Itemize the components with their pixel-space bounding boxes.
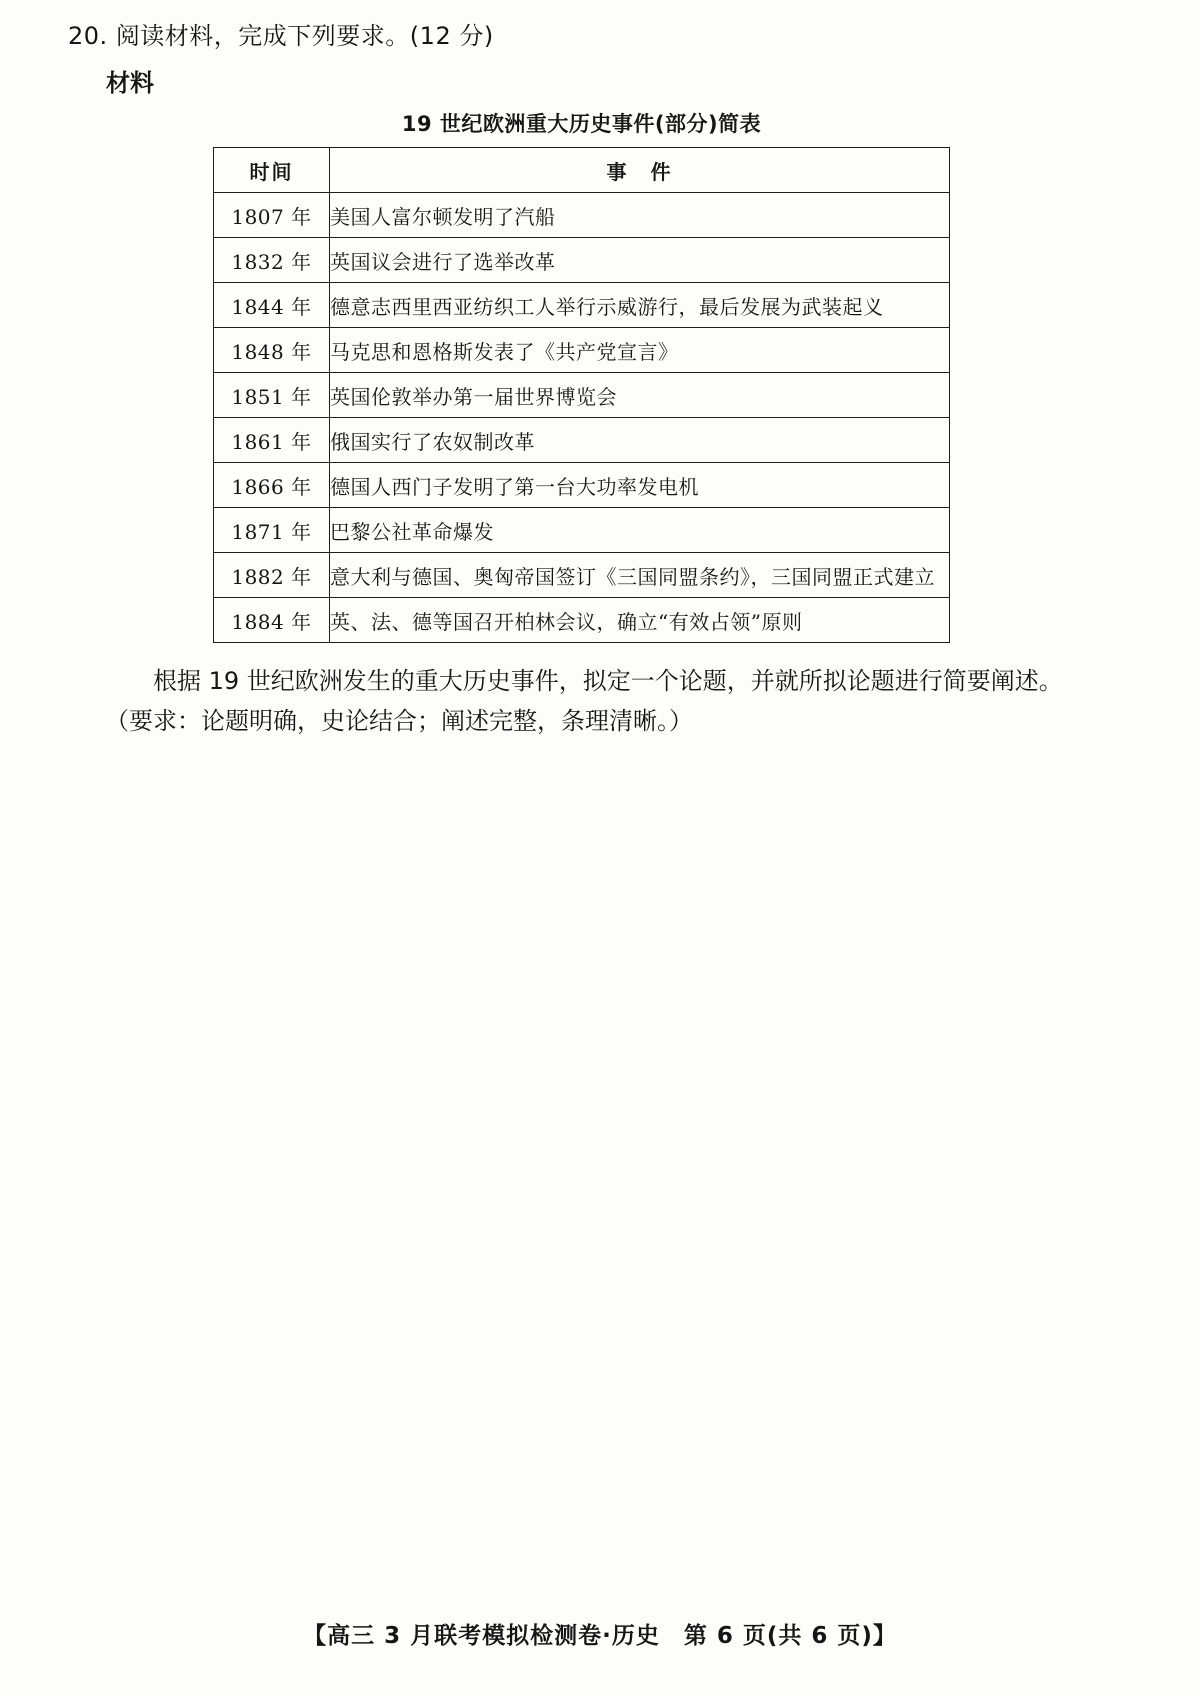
event-cell: 美国人富尔顿发明了汽船 xyxy=(330,193,950,238)
page-footer: 【高三 3 月联考模拟检测卷·历史 第 6 页(共 6 页)】 xyxy=(303,1623,897,1649)
question-number: 20. xyxy=(68,22,108,50)
event-cell: 德国人西门子发明了第一台大功率发电机 xyxy=(330,463,950,508)
table-row xyxy=(214,328,950,373)
table-row xyxy=(214,283,950,328)
table-row xyxy=(214,598,950,643)
event-cell: 英国伦敦举办第一届世界博览会 xyxy=(330,373,950,418)
table-title: 19 世纪欧洲重大历史事件(部分)简表 xyxy=(401,112,762,136)
year-cell: 1861 年 xyxy=(214,418,330,463)
year-cell: 1866 年 xyxy=(214,463,330,508)
event-cell: 英国议会进行了选举改革 xyxy=(330,238,950,283)
table-header-row xyxy=(214,148,950,193)
events-table-body xyxy=(214,193,950,643)
year-cell: 1832 年 xyxy=(214,238,330,283)
table-row xyxy=(214,238,950,283)
table-row xyxy=(214,418,950,463)
column-header-event: 事 件 xyxy=(330,148,950,193)
task-sentence: 根据 19 世纪欧洲发生的重大历史事件，拟定一个论题，并就所拟论题进行简要阐述。 xyxy=(153,667,1063,695)
events-table xyxy=(213,147,950,643)
year-cell: 1848 年 xyxy=(214,328,330,373)
year-cell: 1844 年 xyxy=(214,283,330,328)
event-cell: 马克思和恩格斯发表了《共产党宣言》 xyxy=(330,328,950,373)
question-line xyxy=(68,0,1200,51)
year-cell: 1884 年 xyxy=(214,598,330,643)
year-cell: 1882 年 xyxy=(214,553,330,598)
year-cell: 1851 年 xyxy=(214,373,330,418)
year-cell: 1807 年 xyxy=(214,193,330,238)
event-cell: 巴黎公社革命爆发 xyxy=(330,508,950,553)
table-row xyxy=(214,463,950,508)
year-cell: 1871 年 xyxy=(214,508,330,553)
question-text: 阅读材料，完成下列要求。(12 分) xyxy=(115,22,494,50)
table-row xyxy=(214,193,950,238)
event-cell: 意大利与德国、奥匈帝国签订《三国同盟条约》，三国同盟正式建立 xyxy=(330,553,950,598)
table-row xyxy=(214,553,950,598)
event-cell: 英、法、德等国召开柏林会议，确立“有效占领”原则 xyxy=(330,598,950,643)
task-paragraph xyxy=(105,661,1072,741)
material-label: 材料 xyxy=(106,69,154,97)
table-row xyxy=(214,508,950,553)
column-header-time: 时间 xyxy=(214,148,330,193)
task-requirements: （要求：论题明确，史论结合；阐述完整，条理清晰。） xyxy=(105,707,693,735)
table-row xyxy=(214,373,950,418)
event-cell: 德意志西里西亚纺织工人举行示威游行，最后发展为武装起义 xyxy=(330,283,950,328)
event-cell: 俄国实行了农奴制改革 xyxy=(330,418,950,463)
events-table-section xyxy=(213,108,950,643)
